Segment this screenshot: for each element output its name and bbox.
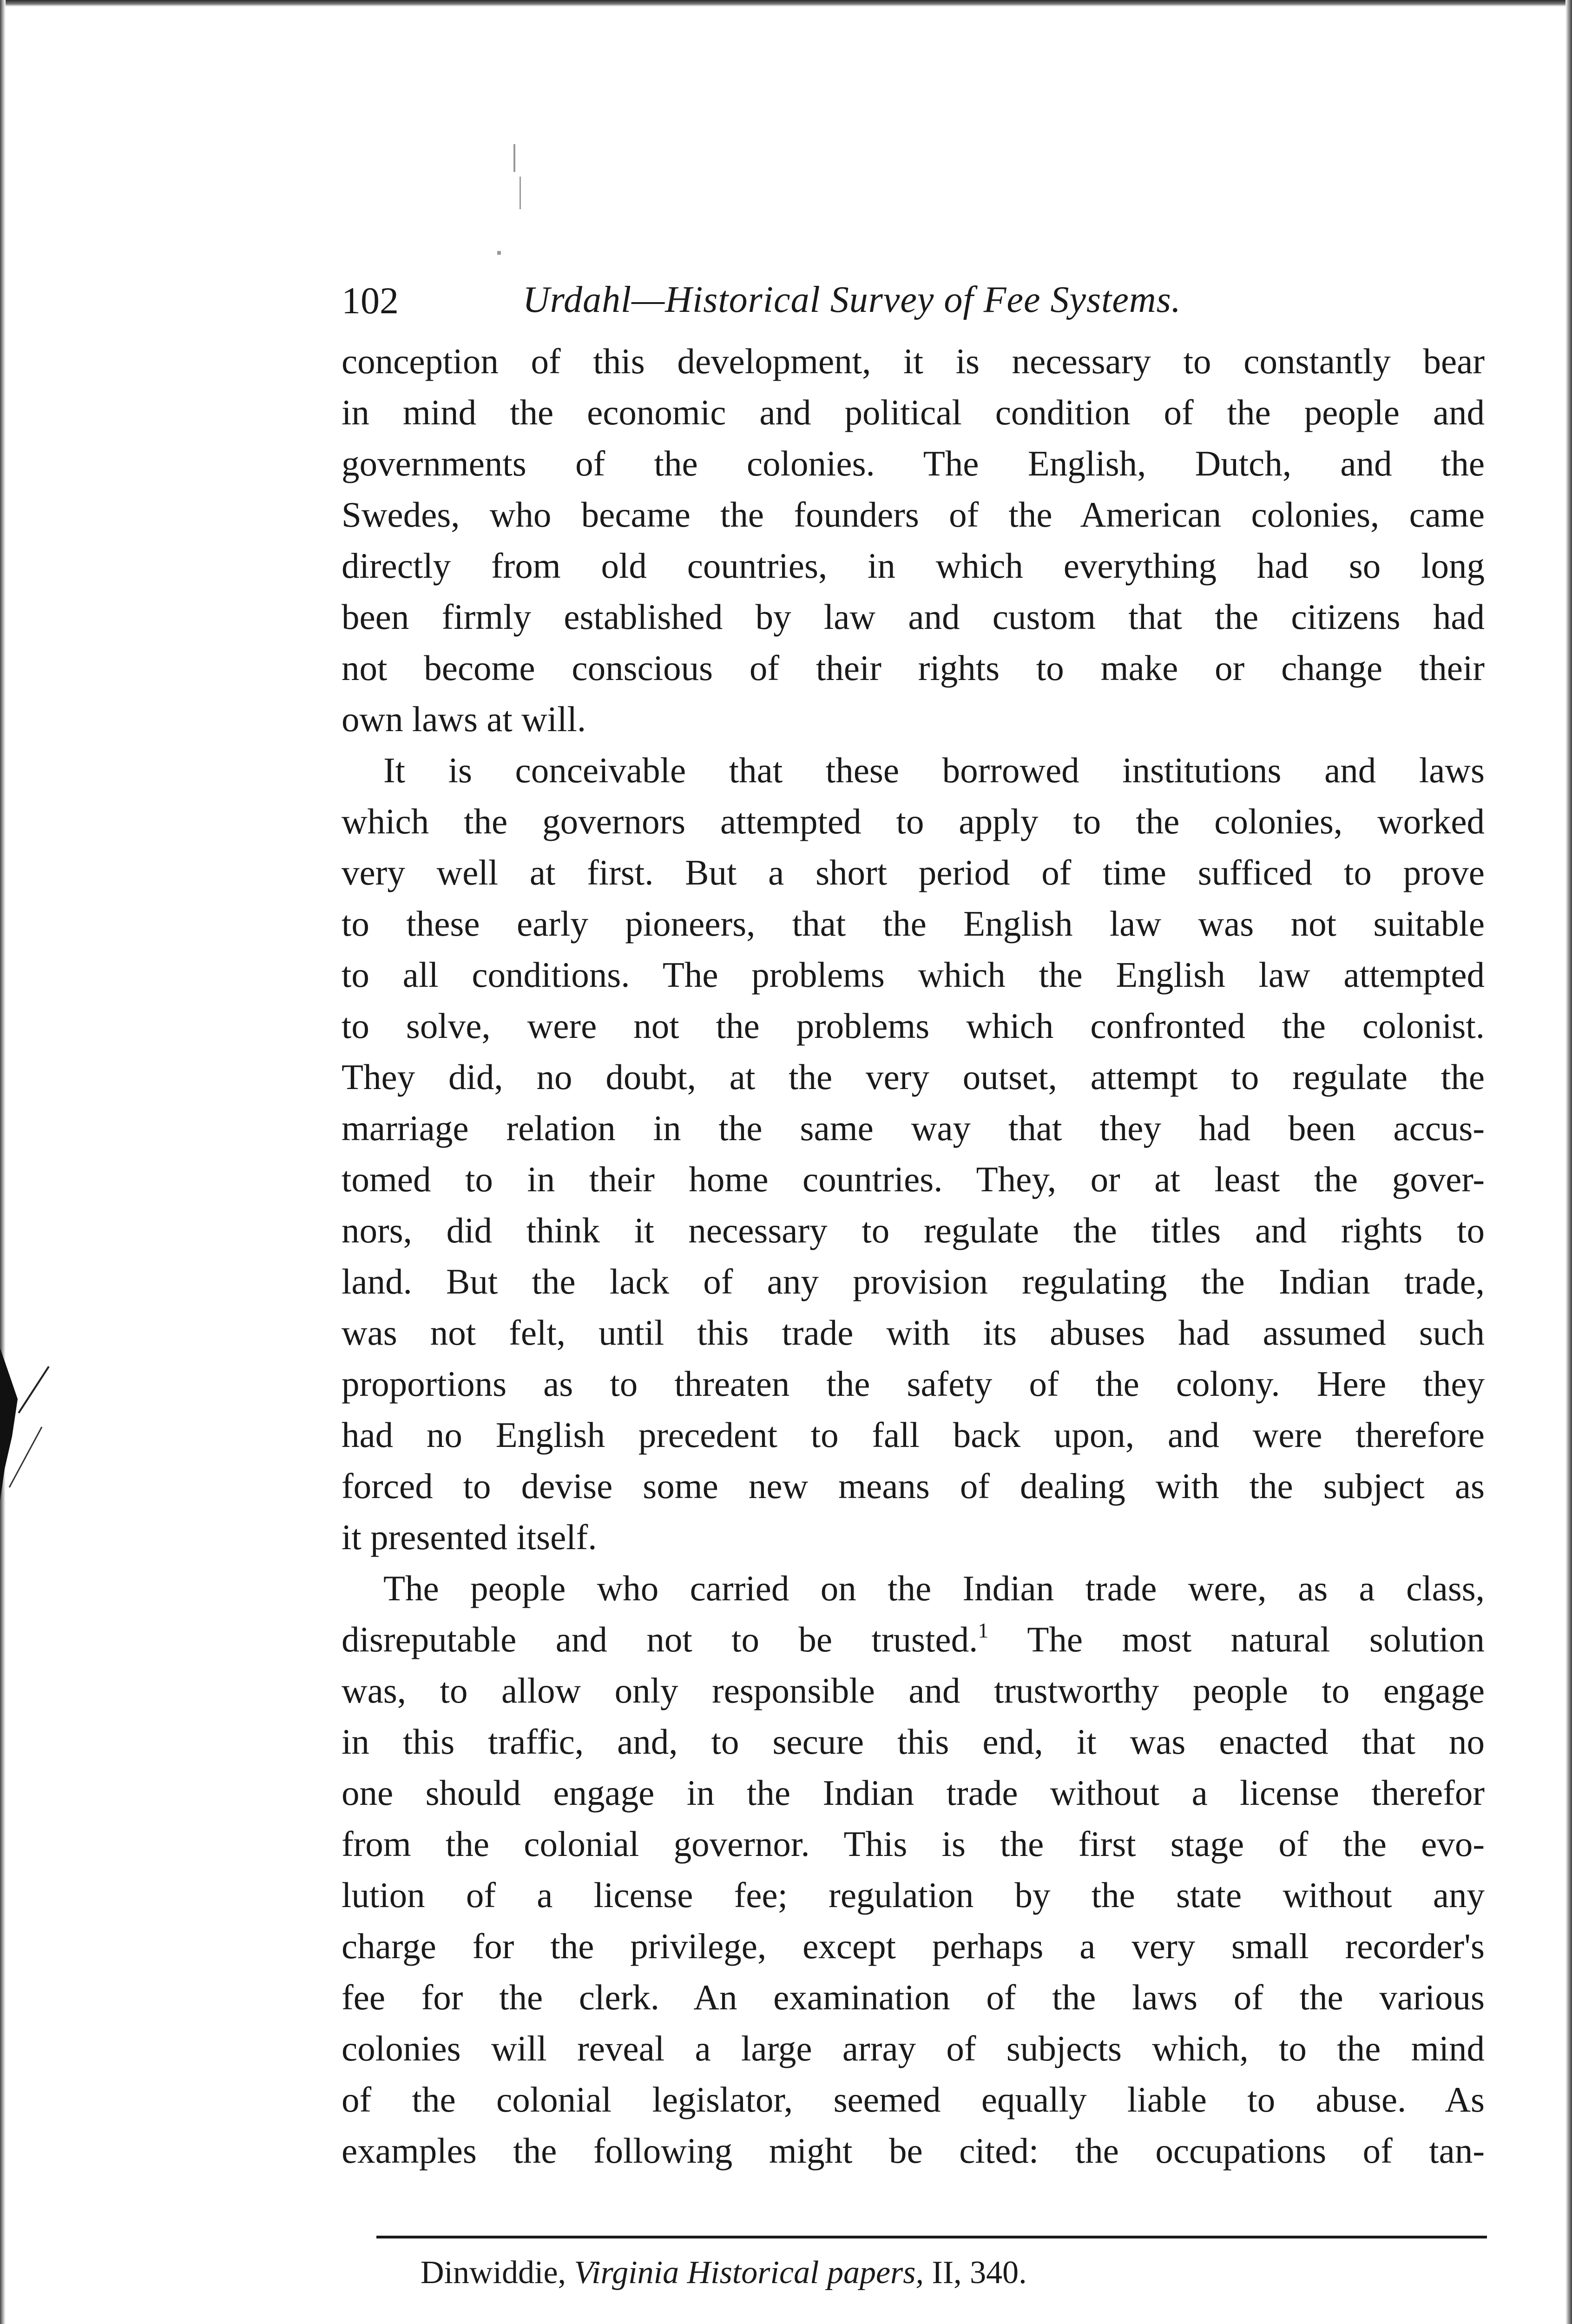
scan-top-edge [0,0,1572,7]
text-line: charge for the privilege, except perhaps a very small recorder's [342,1926,1485,1966]
footnote-reference: 1 [978,1618,989,1642]
text-segment: The most natural solution [988,1619,1485,1659]
footnote-rule [376,2236,1487,2238]
paragraph [342,336,1485,745]
binding-shadow-mark [0,1348,51,1501]
text-line: examples the following might be cited: the occupations of tan- [342,2131,1485,2171]
footnote-author: Dinwiddie, [421,2255,566,2291]
text-line: nors, did think it necessary to regulate the titles and rights to [342,1210,1485,1250]
text-line: colonies will reveal a large array of subjects which, to the mind [342,2028,1485,2068]
text-line: governments of the colonies. The English, Dutch, and the [342,443,1485,483]
book-page [342,279,1485,2176]
text-line: in mind the economic and political condition of the people and [342,392,1485,432]
footnote [421,2254,1027,2291]
text-line: They did, no doubt, at the very outset, attempt to regulate the [342,1057,1485,1097]
text-line: was, to allow only responsible and trustworthy people to engage [342,1670,1485,1710]
text-line: to all conditions. The problems which the English law attempted [342,955,1485,995]
text-segment: disreputable and not to be trusted. [342,1619,978,1659]
text-line: very well at first. But a short period of time sufficed to prove [342,852,1485,892]
text-line: had no English precedent to fall back upon, and were therefore [342,1415,1485,1455]
scan-left-edge [0,0,6,2324]
scan-speck [513,144,515,172]
text-line: The people who carried on the Indian trade were, as a class, [383,1568,1485,1608]
text-line: it presented itself. [342,1517,597,1557]
text-line: been firmly established by law and custom that the citizens had [342,597,1485,637]
paragraph [342,745,1485,1563]
text-line: which the governors attempted to apply to the colonies, worked [342,801,1485,841]
running-title: Urdahl—Historical Survey of Fee Systems. [523,279,1181,320]
footnote-reference-detail: II, 340. [932,2255,1027,2291]
text-line: was not felt, until this trade with its abuses had assumed such [342,1313,1485,1353]
text-line: from the colonial governor. This is the first stage of the evo- [342,1824,1485,1864]
scan-right-edge [1565,0,1572,2324]
text-line: conception of this development, it is necessary to constantly bear [342,341,1485,381]
text-line: land. But the lack of any provision regulating the Indian trade, [342,1261,1485,1301]
text-line: forced to devise some new means of dealing with the subject as [342,1466,1485,1506]
text-line: directly from old countries, in which everything had so long [342,546,1485,586]
scan-speck [497,251,501,255]
text-line: not become conscious of their rights to make or change their [342,648,1485,688]
text-line: one should engage in the Indian trade without a license therefor [342,1773,1485,1813]
body-text [342,336,1485,2176]
text-line: to solve, were not the problems which confronted the colonist. [342,1006,1485,1046]
text-line: marriage relation in the same way that they had been accus- [342,1108,1485,1148]
page-number: 102 [342,279,399,322]
text-line: lution of a license fee; regulation by the state without any [342,1875,1485,1915]
text-line: to these early pioneers, that the English law was not suitable [342,904,1485,944]
scan-speck [520,177,521,209]
text-line [342,1614,1485,1665]
text-line: proportions as to threaten the safety of the colony. Here they [342,1364,1485,1404]
text-line: tomed to in their home countries. They, or at least the gover- [342,1159,1485,1199]
text-line: fee for the clerk. An examination of the laws of the various [342,1977,1485,2017]
running-head [342,279,1485,330]
text-line: own laws at will. [342,699,586,739]
text-line: of the colonial legislator, seemed equally liable to abuse. As [342,2080,1485,2119]
paragraph [342,1563,1485,2176]
text-line: It is conceivable that these borrowed institutions and laws [383,750,1485,790]
text-line: in this traffic, and, to secure this end, it was enacted that no [342,1722,1485,1762]
text-line: Swedes, who became the founders of the American colonies, came [342,495,1485,535]
footnote-work-title: Virginia Historical papers, [574,2255,924,2291]
